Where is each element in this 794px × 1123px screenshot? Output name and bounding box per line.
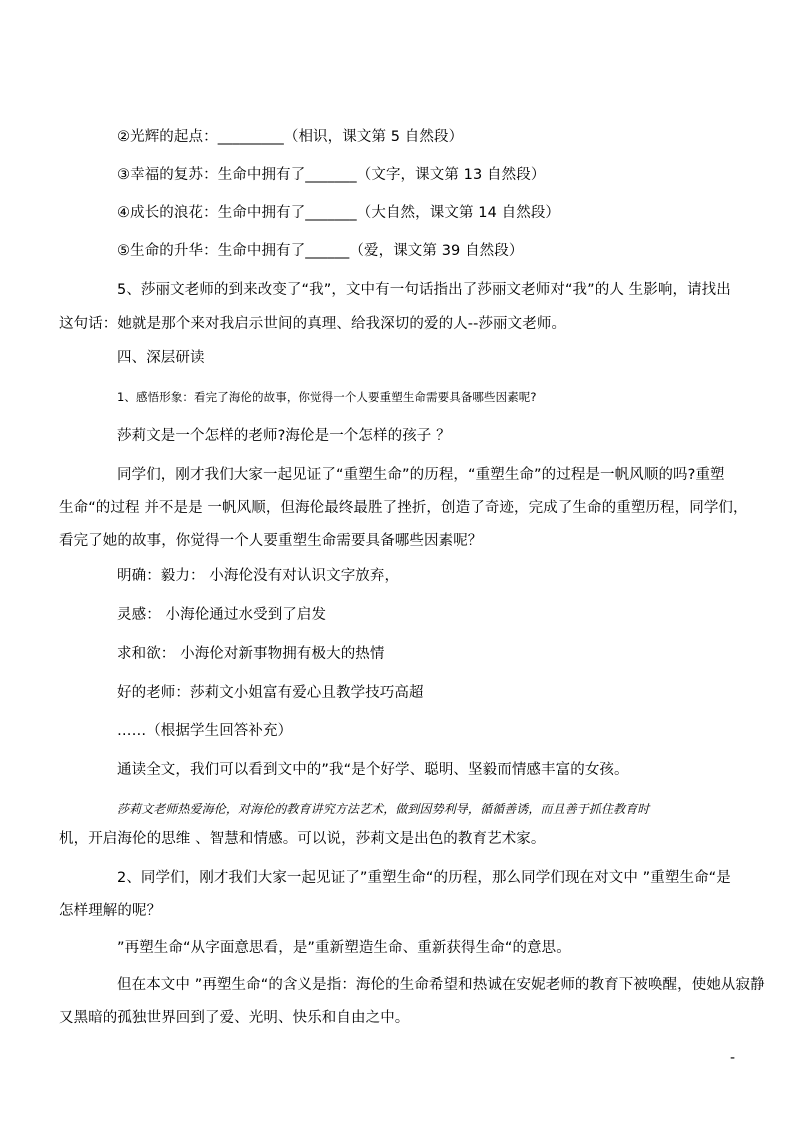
text-line: ⑤生命的升华：生命中拥有了______（爱，课文第 39 自然段） [117, 243, 524, 259]
page-mark: - [730, 1050, 736, 1066]
text-line: 好的老师：莎莉文小姐富有爱心且教学技巧高超 [117, 685, 424, 701]
text-line: 莎莉文是一个怎样的老师?海伦是一个怎样的孩子 ？ [117, 428, 451, 444]
text-line: ……（根据学生回答补充） [117, 723, 293, 739]
section-heading: 四、深层研读 [117, 350, 205, 366]
text-line: 机，开启海伦的思维 、智慧和情感。可以说，莎莉文是出色的教育艺术家。 [59, 831, 546, 847]
text-line: 又黑暗的孤独世界回到了爱、光明、快乐和自由之中。 [59, 1010, 410, 1026]
text-line: 这句话：她就是那个来对我启示世间的真理、给我深切的爱的人--莎丽文老师。 [59, 316, 567, 332]
text-line: ②光辉的起点：_________（相识，课文第 5 自然段） [117, 129, 464, 145]
text-line: 1、感悟形象：看完了海伦的故事，你觉得一个人要重塑生命需要具备哪些因素呢? [117, 390, 537, 404]
text-line: 通读全文，我们可以看到文中的”我“是个好学、聪明、坚毅而情感丰富的女孩。 [117, 762, 629, 778]
text-line: ④成长的浪花：生命中拥有了_______（大自然，课文第 14 自然段） [117, 205, 561, 221]
text-line: 莎莉文老师热爱海伦，对海伦的教育讲究方法艺术，做到因势利导，循循善诱，而且善于抓住教育时 [117, 802, 650, 816]
text-line: ”再塑生命“从字面意思看，是”重新塑造生命、重新获得生命“的意思。 [117, 940, 571, 956]
text-line: 求和欲： 小海伦对新事物拥有极大的热情 [117, 646, 385, 662]
text-line: 同学们，刚才我们大家一起见证了“重塑生命”的历程，“重塑生命”的过程是一帆风顺的吗?重塑 [117, 467, 725, 483]
text-line: 看完了她的故事，你觉得一个人要重塑生命需要具备哪些因素呢？ [59, 533, 483, 549]
text-line: 5、莎丽文老师的到来改变了“我”，文中有一句话指出了莎丽文老师对“我”的人 生影响，请找出 [117, 282, 731, 298]
text-line: ③幸福的复苏：生命中拥有了_______（文字，课文第 13 自然段） [117, 167, 546, 183]
text-line: 但在本文中 ”再塑生命“的含义是指：海伦的生命希望和热诚在安妮老师的教育下被唤醒，使她从寂静 [117, 977, 765, 993]
text-line: 2、同学们，刚才我们大家一起见证了”重塑生命“的历程，那么同学们现在对文中 ”重塑生命“是 [117, 870, 731, 886]
text-line: 明确：毅力： 小海伦没有对认识文字放弃， [117, 568, 400, 584]
text-line: 灵感： 小海伦通过水受到了启发 [117, 607, 327, 623]
text-line: 怎样理解的呢？ [59, 903, 162, 919]
text-line: 生命“的过程 并不是是 一帆风顺，但海伦最终最胜了挫折，创造了奇迹，完成了生命的重塑历程，同学们， [59, 500, 748, 516]
